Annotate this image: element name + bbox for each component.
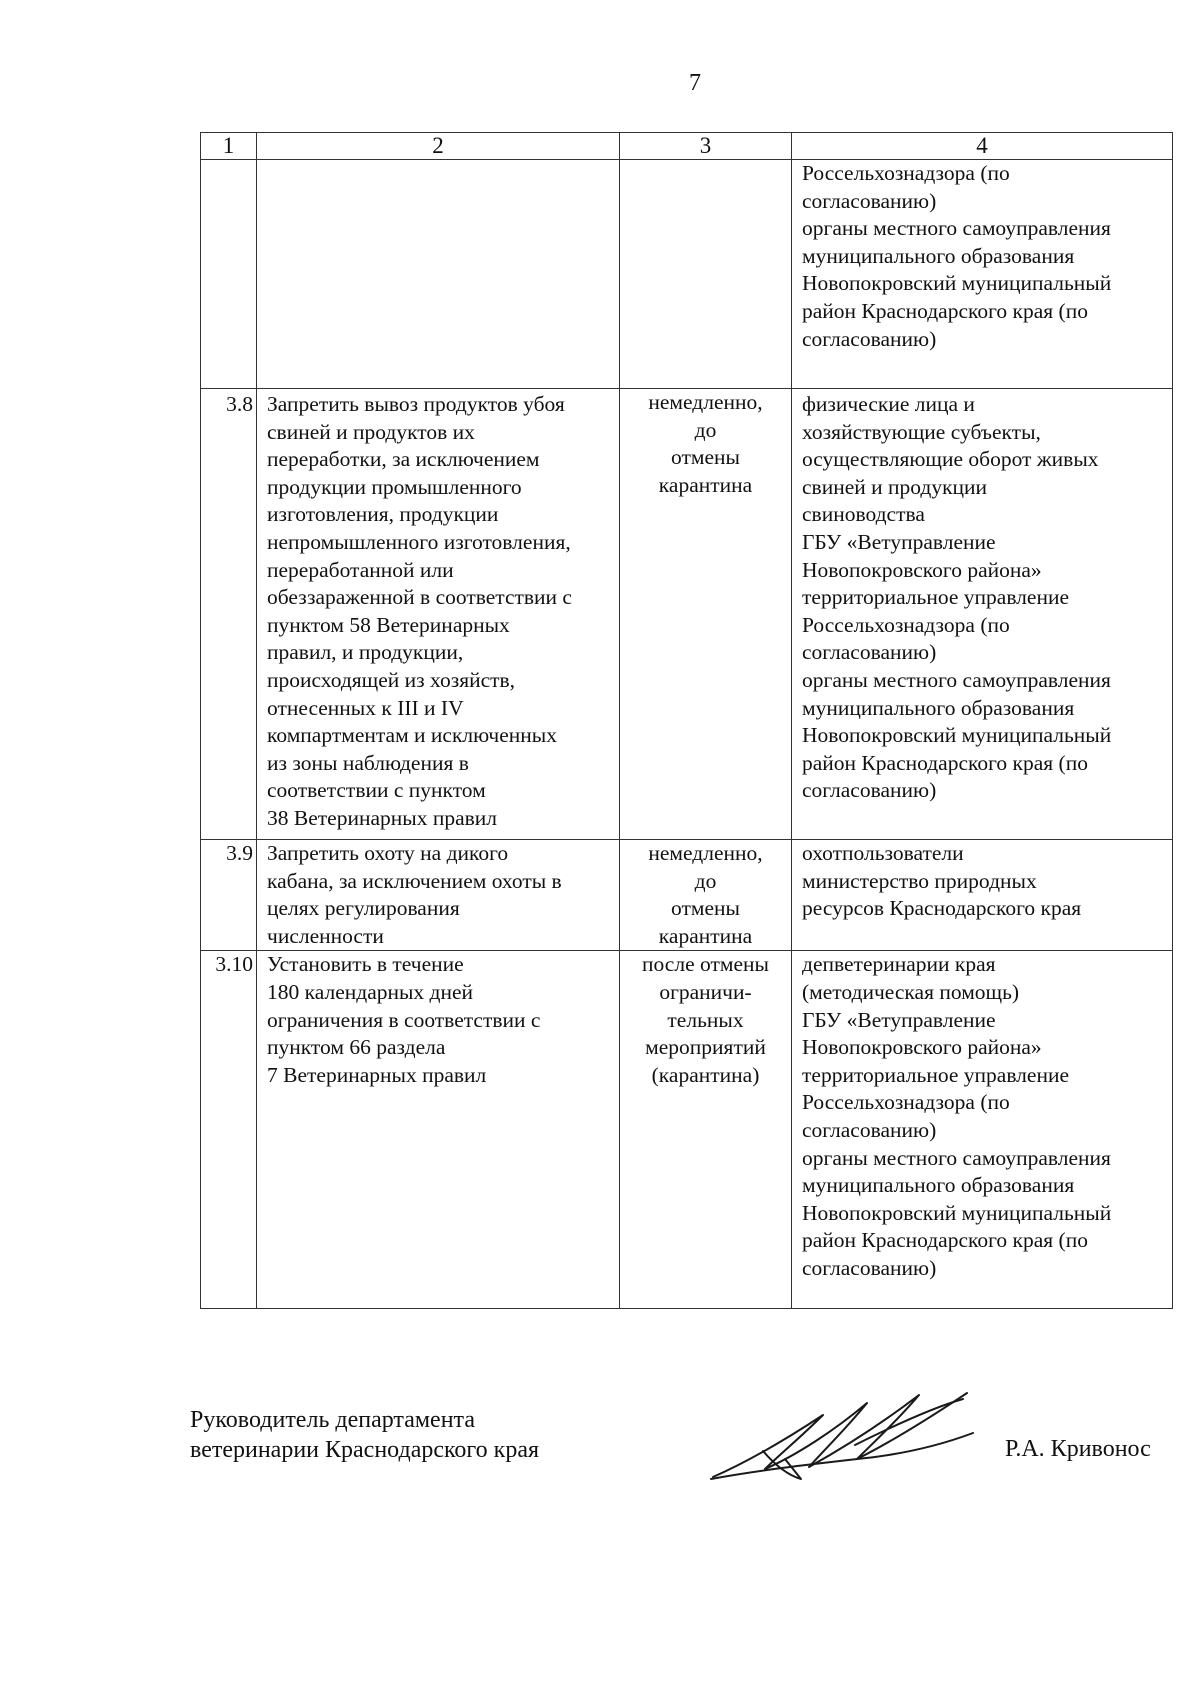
table-row [201,160,1173,389]
signer-name: Р.А. Кривонос [1005,1436,1151,1462]
column-header-2: 2 [257,133,620,160]
table-header-row [201,133,1173,160]
row-term [620,160,792,389]
row-task: Запретить охоту на дикого кабана, за исключением охоты в целях регулирования численности [257,840,620,951]
row-responsible: охотпользователи министерство природных ресурсов Краснодарского края [792,840,1173,951]
row-task: Установить в течение 180 календарных дней ограничения в соответствии с пунктом 66 раздела 7 Ветеринарных правил [257,951,620,1309]
row-responsible: депветеринарии края (методическая помощь) ГБУ «Ветуправление Новопокровского района» территориальное управление Россельхознадзора (по согласованию) органы местного самоуправления муниципального образования Новопокровский муниципальный район Краснодарского края (по согласованию) [792,951,1173,1309]
column-header-4: 4 [792,133,1173,160]
column-header-3: 3 [620,133,792,160]
table-row [201,389,1173,840]
row-responsible: физические лица и хозяйствующие субъекты, осуществляющие оборот живых свиней и продукции свиноводства ГБУ «Ветуправление Новопокровского района» территориальное управление Россельхознадзора (по согласованию) органы местного самоуправления муниципального образования Новопокровский муниципальный район Краснодарского края (по согласованию) [792,389,1173,840]
row-task [257,160,620,389]
table-row [201,840,1173,951]
signer-position: Руководитель департамента ветеринарии Краснодарского края [190,1407,540,1463]
row-responsible: Россельхознадзора (по согласованию) органы местного самоуправления муниципального образования Новопокровский муниципальный район Краснодарского края (по согласованию) [792,160,1173,389]
measures-table [200,132,1173,1309]
column-header-1: 1 [201,133,257,160]
row-number: 3.8 [201,389,257,840]
row-term: после отмены ограничи- тельных мероприятий (карантина) [620,951,792,1309]
row-number [201,160,257,389]
row-number: 3.9 [201,840,257,951]
row-task: Запретить вывоз продуктов убоя свиней и продуктов их переработки, за исключением продукции промышленного изготовления, продукции непромышленного изготовления, переработанной или обеззараженной в соответствии с пунктом 58 Ветеринарных правил, и продукции, происходящей из хозяйств, отнесенных к III и IV компартментам и исключенных из зоны наблюдения в соответствии с пунктом 38 Ветеринарных правил [257,389,620,840]
row-term: немедленно, до отмены карантина [620,389,792,840]
row-term: немедленно, до отмены карантина [620,840,792,951]
page-number: 7 [689,70,701,96]
table-row [201,951,1173,1309]
handwritten-signature [705,1385,1005,1485]
row-number: 3.10 [201,951,257,1309]
